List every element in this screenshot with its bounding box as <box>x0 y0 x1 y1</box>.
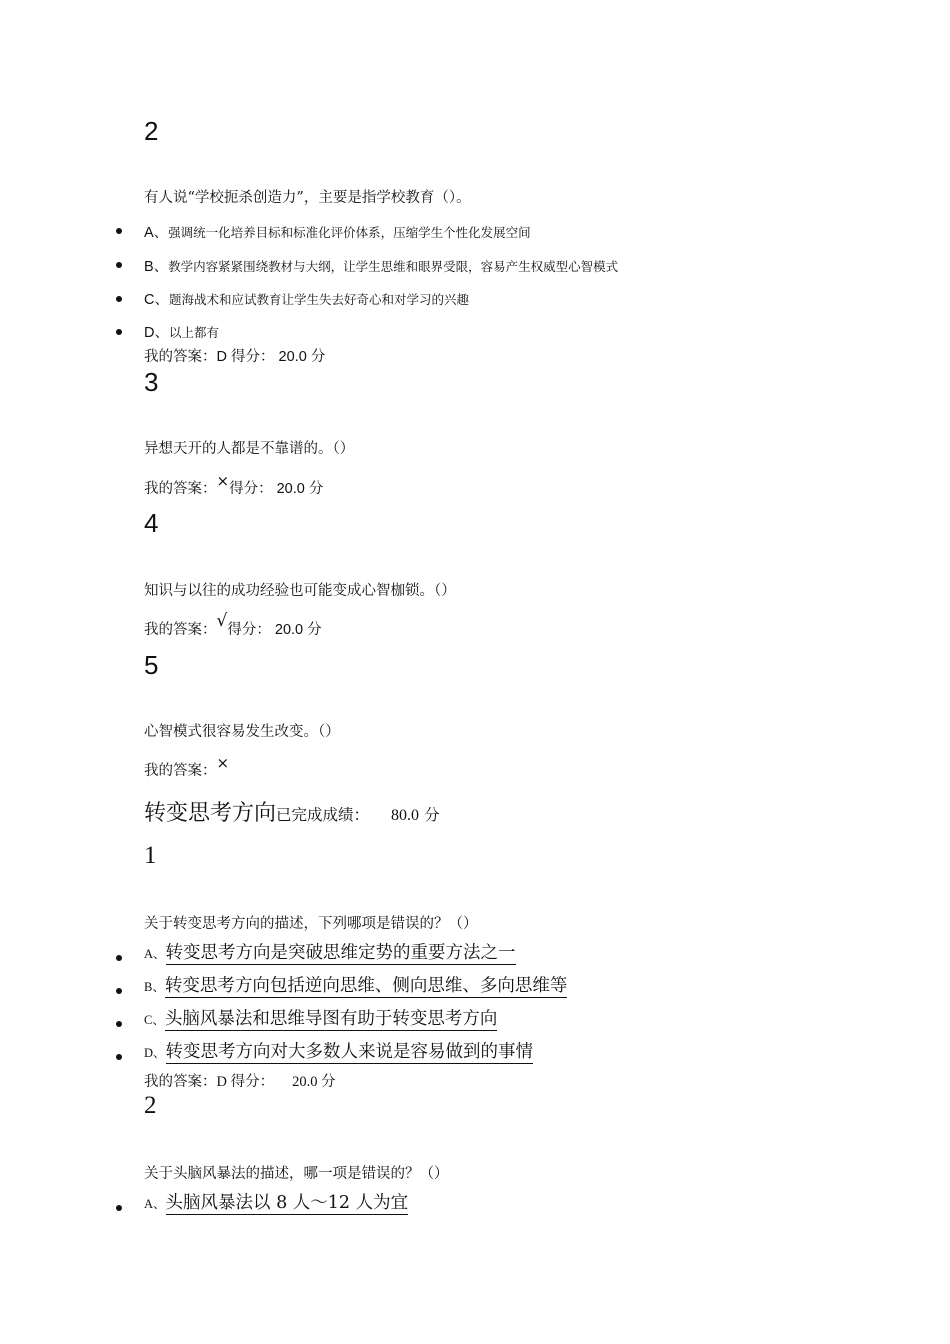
option-text: 强调统一化培养目标和标准化评价体系，压缩学生个性化发展空间 <box>168 225 531 240</box>
option-text: 转变思考方向对大多数人来说是容易做到的事情 <box>165 1042 534 1062</box>
check-icon: √ <box>216 611 228 631</box>
option-text: 题海战术和应试教育让学生失去好奇心和对学习的兴趣 <box>168 292 469 307</box>
score-unit: 分 <box>307 622 322 638</box>
option-letter: B、 <box>144 259 169 275</box>
cross-icon: × <box>216 472 230 490</box>
option-d[interactable] <box>144 1038 533 1063</box>
option-letter: C、 <box>144 292 169 308</box>
question-number: 4 <box>144 508 159 538</box>
question-number: 2 <box>144 116 159 146</box>
option-text: 头脑风暴法以 8 人～12 人为宜 <box>165 1193 409 1213</box>
option-text: 教学内容紧紧围绕教材与大纲，让学生思维和眼界受限，容易产生权威型心智模式 <box>168 259 619 274</box>
option-text: 头脑风暴法和思维导图有助于转变思考方向 <box>164 1009 498 1029</box>
question-text: 关于转变思考方向的描述，下列哪项是错误的？（） <box>144 916 478 932</box>
score-unit: 分 <box>310 349 326 365</box>
question-text: 异想天开的人都是不靠谱的。（） <box>144 441 355 457</box>
answer-value: D <box>216 349 227 365</box>
bullet <box>116 262 122 268</box>
section-header <box>144 796 440 827</box>
bullet <box>116 988 122 994</box>
option-b[interactable] <box>144 255 618 276</box>
option-a[interactable] <box>144 939 516 964</box>
bullet <box>116 1054 122 1060</box>
answer-line <box>144 345 325 366</box>
question-number: 5 <box>144 650 159 680</box>
bullet <box>116 228 122 234</box>
score-value: 20.0 <box>276 481 305 497</box>
score-label: 得分： <box>231 349 275 365</box>
question-text: 知识与以往的成功经验也可能变成心智枷锁。（） <box>144 583 456 599</box>
section-title: 转变思考方向 <box>144 801 277 826</box>
option-c[interactable] <box>144 288 469 309</box>
answer-label: 我的答案： <box>144 1074 217 1090</box>
answer-label: 我的答案： <box>144 481 217 497</box>
question-number: 2 <box>144 1092 157 1119</box>
option-letter: A、 <box>144 225 169 241</box>
score-unit: 分 <box>308 481 324 497</box>
question-number: 1 <box>144 842 157 869</box>
question-text: 关于头脑风暴法的描述，哪一项是错误的？（） <box>144 1166 449 1182</box>
option-letter: A、 <box>144 947 166 961</box>
answer-line <box>144 611 322 639</box>
option-letter: C、 <box>144 1013 165 1027</box>
question-text: 有人说“学校扼杀创造力”，主要是指学校教育（）。 <box>144 190 471 206</box>
section-status: 已完成 <box>276 806 323 824</box>
score-label: 得分： <box>227 622 271 638</box>
answer-label: 我的答案： <box>144 349 217 365</box>
score-value: 20.0 <box>274 622 304 638</box>
bullet <box>116 1021 122 1027</box>
bullet <box>116 296 122 302</box>
option-letter: D、 <box>144 1046 166 1060</box>
option-text: 转变思考方向包括逆向思维、侧向思维、多向思维等 <box>164 976 568 996</box>
score-value: 20.0 <box>292 1074 318 1090</box>
option-letter: D、 <box>144 325 169 341</box>
option-letter: A、 <box>144 1197 166 1211</box>
cross-icon: × <box>216 754 230 772</box>
option-b[interactable] <box>144 972 567 997</box>
score-value: 20.0 <box>278 349 307 365</box>
bullet <box>116 955 122 961</box>
section-score-value: 80.0 <box>391 807 420 824</box>
option-text: 转变思考方向是突破思维定势的重要方法之一 <box>165 943 516 963</box>
option-c[interactable] <box>144 1005 497 1030</box>
answer-line <box>144 472 324 498</box>
question-text: 心智模式很容易发生改变。（） <box>144 724 340 740</box>
bullet <box>116 1205 122 1211</box>
answer-label: 我的答案： <box>144 622 217 638</box>
score-label: 得分： <box>230 1074 275 1090</box>
answer-line <box>144 1070 336 1091</box>
bullet <box>116 329 122 335</box>
score-label: 得分： <box>229 481 273 497</box>
section-score-label: 成绩： <box>322 806 370 824</box>
answer-value: D <box>216 1074 227 1090</box>
score-unit: 分 <box>321 1074 336 1090</box>
answer-line <box>144 754 230 780</box>
section-score-unit: 分 <box>424 806 440 824</box>
option-letter: B、 <box>144 980 165 994</box>
option-d[interactable] <box>144 321 219 342</box>
question-number: 3 <box>144 367 159 397</box>
option-a[interactable] <box>144 1189 408 1214</box>
answer-label: 我的答案： <box>144 763 217 779</box>
option-a[interactable] <box>144 221 531 242</box>
option-text: 以上都有 <box>168 325 219 340</box>
